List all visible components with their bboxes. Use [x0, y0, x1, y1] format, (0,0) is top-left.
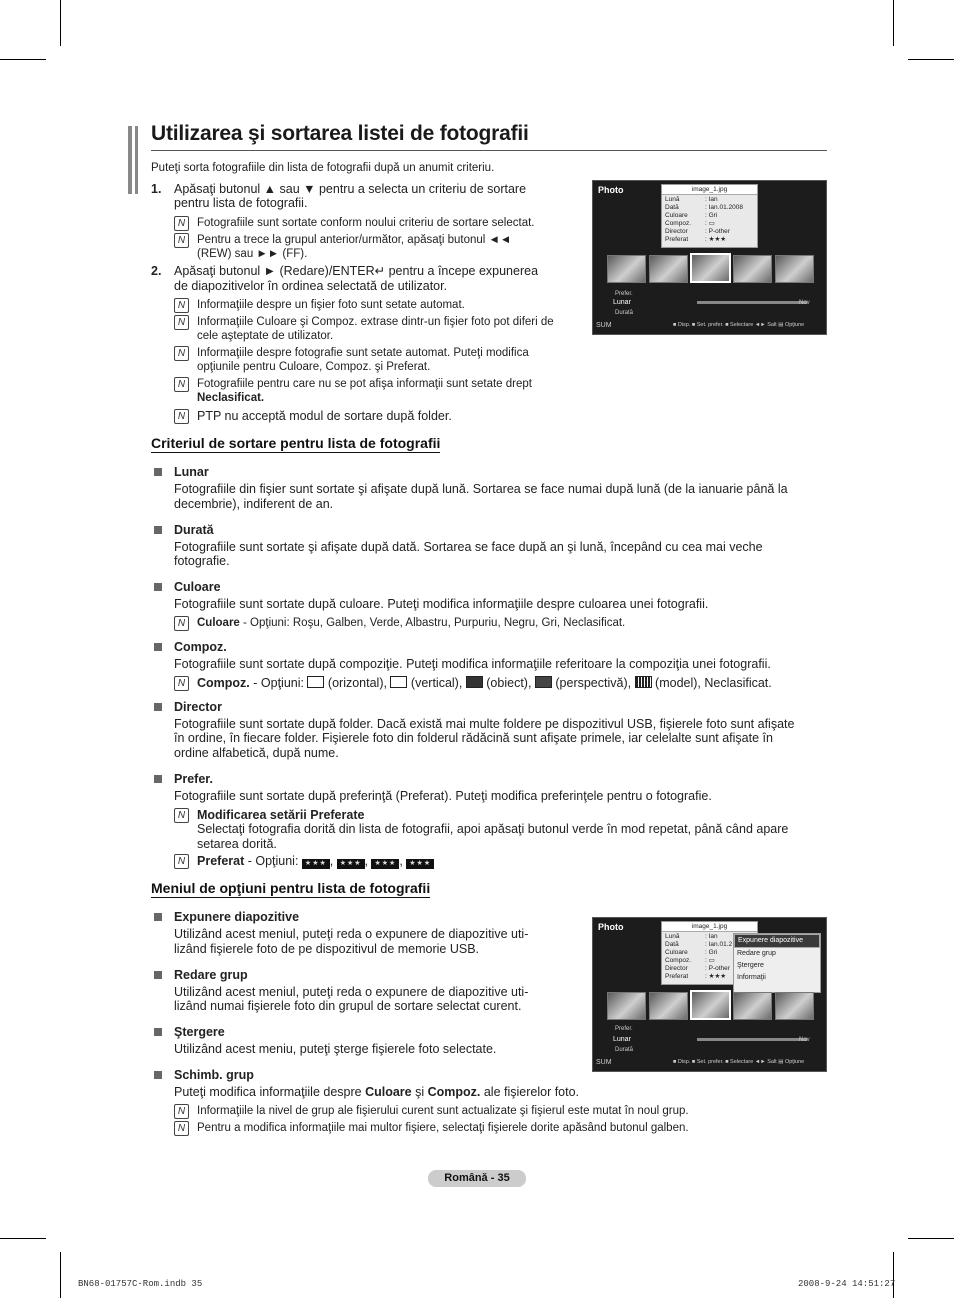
photo-list-screenshot — [592, 180, 827, 335]
info-value: : ▭ — [705, 957, 715, 964]
menu-item-stergere[interactable]: Ştergere — [737, 962, 764, 969]
menu-option-text: Utilizând acest meniul, puteţi reda o expunere de diapozitive uti- — [174, 927, 529, 941]
object-icon — [466, 676, 483, 688]
photo-thumbnail[interactable] — [649, 992, 688, 1020]
criterion-text: Fotografiile sunt sortate şi afişate după dată. Sortarea se face după an şi lună, începând cu cea mai veche — [174, 540, 763, 554]
menu-option-text: Utilizând acest meniul, puteţi reda o expunere de diapozitive uti- — [174, 985, 529, 999]
info-value: : Gri — [705, 949, 718, 956]
photo-options-screenshot — [592, 917, 827, 1072]
info-value: : Ian.01.2008 — [705, 204, 743, 211]
sort-prefer: Prefer. — [615, 291, 633, 297]
criterion-text: în ordine, în fiecare folder. Fişierele foto din folderul rădăcină sunt afişate primele, iar celelalte sunt afişate în — [174, 731, 773, 745]
photo-thumbnail[interactable] — [733, 255, 772, 283]
info-row — [665, 204, 754, 212]
note-icon: N — [174, 298, 189, 313]
star-rating-icon: ★★★ — [371, 859, 399, 869]
criterion-text: Fotografiile din fişier sunt sortate şi afişate după lună. Sortarea se face numai după lună (de la ianuarie până la — [174, 482, 788, 496]
note-icon: N — [174, 808, 189, 823]
intro-text: Puteţi sorta fotografiile din lista de fotografii după un anumit criteriu. — [151, 162, 495, 174]
note-icon: N — [174, 233, 189, 248]
horizontal-icon — [307, 676, 324, 688]
perspective-icon — [535, 676, 552, 688]
note-icon: N — [174, 616, 189, 631]
timeline-bar — [697, 1038, 807, 1041]
info-key: Director — [665, 228, 688, 235]
footer-file: BN68-01757C-Rom.indb 35 — [78, 1279, 203, 1289]
note-text: Compoz. - Opţiuni: (orizontal), (vertical), (obiect), (perspectivă), (model), Neclasificat. — [197, 676, 772, 690]
info-key: Preferat — [665, 236, 689, 243]
photo-thumbnail-selected[interactable] — [690, 990, 731, 1020]
note-icon: N — [174, 409, 189, 424]
info-value: : Ian.01.2 — [705, 941, 733, 948]
note-text: Pentru a modifica informaţiile mai multor fişiere, selectaţi fişierele dorite apăsând butonul galben. — [197, 1122, 689, 1134]
sum-label: SUM — [596, 1059, 612, 1066]
info-row — [665, 212, 754, 220]
note-icon: N — [174, 676, 189, 691]
info-key: Preferat — [665, 973, 689, 980]
info-row — [665, 220, 754, 228]
bullet-square — [154, 913, 162, 921]
menu-option-text: Puteţi modifica informaţiile despre Culoare şi Compoz. ale fişierelor foto. — [174, 1085, 580, 1099]
note-text: Fotografiile pentru care nu se pot afişa informaţii sunt setate drept — [197, 378, 532, 390]
note-icon: N — [174, 346, 189, 361]
criterion-title: Culoare — [174, 580, 221, 594]
info-value: : P-other — [705, 228, 730, 235]
bullet-square — [154, 468, 162, 476]
info-row — [665, 196, 754, 204]
criterion-title: Prefer. — [174, 772, 213, 786]
note-text: Fotografiile sunt sortate conform noului criteriu de sortare selectat. — [197, 217, 535, 229]
criterion-title: Compoz. — [174, 640, 227, 654]
sort-prefer: Prefer. — [615, 1026, 633, 1032]
note-text: PTP nu acceptă modul de sortare după folder. — [197, 409, 452, 423]
title-rule — [151, 150, 827, 151]
photo-thumbnail[interactable] — [607, 255, 646, 283]
menu-option-title: Schimb. grup — [174, 1068, 254, 1082]
step-text: Apăsaţi butonul ► (Redare)/ENTER↵ pentru a începe expunerea — [174, 264, 539, 278]
note-text: Pentru a trece la grupul anterior/următor, apăsaţi butonul ◄◄ — [197, 234, 512, 246]
note-icon: N — [174, 1121, 189, 1136]
options-menu — [733, 933, 821, 993]
info-value: : ▭ — [705, 220, 715, 227]
photo-thumbnail[interactable] — [649, 255, 688, 283]
criterion-text: Fotografiile sunt sortate după compoziţie. Puteţi modifica informaţiile referitoare la compoziţia unei fotografii. — [174, 657, 771, 671]
bullet-square — [154, 583, 162, 591]
page-number-badge: Română - 35 — [428, 1170, 526, 1187]
crop-mark — [0, 59, 46, 60]
info-key: Compoz. — [665, 220, 692, 227]
info-key: Lună — [665, 196, 680, 203]
title-accent-bar — [135, 126, 138, 194]
info-panel — [661, 184, 758, 248]
note-text: Neclasificat. — [197, 392, 265, 404]
crop-mark — [893, 1252, 894, 1298]
info-row — [665, 228, 754, 236]
section-heading: Criteriul de sortare pentru lista de fotografii — [151, 435, 441, 451]
sort-durata: Durată — [615, 1047, 634, 1053]
pattern-icon — [635, 676, 652, 688]
footer-date: 2008-9-24 14:51:27 — [798, 1279, 896, 1289]
note-icon: N — [174, 377, 189, 392]
file-name: image_1.jpg — [662, 922, 757, 932]
criterion-text: fotografie. — [174, 554, 230, 568]
info-key: Director — [665, 965, 688, 972]
menu-option-title: Ştergere — [174, 1025, 225, 1039]
photo-label: Photo — [598, 185, 624, 195]
crop-mark — [908, 59, 954, 60]
sum-label: SUM — [596, 322, 612, 329]
info-row — [665, 236, 754, 244]
info-value: : P-other — [705, 965, 730, 972]
note-text: opţiunile pentru Culoare, Compoz. şi Preferat. — [197, 361, 431, 373]
bullet-square — [154, 1071, 162, 1079]
note-text: Preferat - Opţiuni: ★★★ , ★★★ , ★★★ , ★★★ — [197, 854, 434, 869]
note-title: Modificarea setării Preferate — [197, 808, 365, 822]
menu-option-title: Redare grup — [174, 968, 248, 982]
note-icon: N — [174, 854, 189, 869]
info-value: : Ian — [705, 933, 718, 940]
info-value: : ★★★ — [705, 973, 727, 980]
step-text: pentru lista de fotografii. — [174, 196, 308, 210]
info-value: : Gri — [705, 212, 718, 219]
button-legend: ■ Disp. ■ Set. prefer. ■ Selectare ◄► Salt ▤ Opţiune — [673, 322, 805, 328]
criterion-text: Fotografiile sunt sortate după preferinţă (Preferat). Puteţi modifica preferinţele pentru o fotografie. — [174, 789, 712, 803]
note-text: Informaţiile la nivel de grup ale fişierului curent sunt actualizate şi fişierul este mutat în noul grup. — [197, 1105, 689, 1117]
menu-item-redare[interactable]: Redare grup — [737, 950, 776, 957]
title-accent-bar — [128, 126, 132, 194]
criterion-text: ordine alfabetică, după nume. — [174, 746, 339, 760]
criterion-title: Lunar — [174, 465, 209, 479]
step-text: Apăsaţi butonul ▲ sau ▼ pentru a selecta un criteriu de sortare — [174, 182, 527, 196]
crop-mark — [0, 1238, 46, 1239]
photo-thumbnail[interactable] — [607, 992, 646, 1020]
note-text: Selectaţi fotografia dorită din lista de fotografii, apoi apăsaţi butonul verde în mod repetat, până când apare — [197, 822, 789, 836]
file-name: image_1.jpg — [662, 185, 757, 195]
note-text: Culoare - Opţiuni: Roşu, Galben, Verde, Albastru, Purpuriu, Negru, Gri, Neclasificat. — [197, 617, 626, 629]
menu-option-text: lizând fişierele foto de pe dispozitivul de memorie USB. — [174, 942, 480, 956]
criterion-text: decembrie), indiferent de an. — [174, 497, 334, 511]
menu-item-informatii[interactable]: Informaţii — [737, 974, 766, 981]
note-text: Informaţiile despre fotografie sunt setate automat. Puteţi modifica — [197, 347, 529, 359]
sort-lunar[interactable]: Lunar — [613, 299, 631, 306]
menu-item-expunere[interactable]: Expunere diapozitive — [734, 934, 820, 948]
step-text: de diapozitivelor în ordinea selectată de utilizator. — [174, 279, 448, 293]
info-key: Culoare — [665, 212, 688, 219]
step-number: 2. — [151, 264, 162, 278]
sort-durata: Durată — [615, 310, 634, 316]
star-rating-icon: ★★★ — [302, 859, 330, 869]
menu-option-title: Expunere diapozitive — [174, 910, 300, 924]
criterion-title: Durată — [174, 523, 214, 537]
menu-option-text: Utilizând acest meniu, puteţi şterge fişierele foto selectate. — [174, 1042, 497, 1056]
bullet-square — [154, 1028, 162, 1036]
star-rating-icon: ★★★ — [337, 859, 365, 869]
info-value: : ★★★ — [705, 236, 727, 243]
crop-mark — [908, 1238, 954, 1239]
criterion-text: Fotografiile sunt sortate după folder. Dacă există mai multe foldere pe dispozitivul USB, fişierele foto sunt afişate — [174, 717, 795, 731]
timeline-bar — [697, 301, 807, 304]
crop-mark — [60, 0, 61, 46]
info-key: Culoare — [665, 949, 688, 956]
info-key: Compoz. — [665, 957, 692, 964]
section-heading: Meniul de opţiuni pentru lista de fotografii — [151, 880, 431, 896]
timeline-nov: Nov — [799, 300, 810, 306]
menu-option-text: lizând numai fişierele foto din grupul de sortare selectat curent. — [174, 999, 522, 1013]
note-text: Informaţiile despre un fişier foto sunt setate automat. — [197, 299, 465, 311]
info-key: Lună — [665, 933, 680, 940]
page-title: Utilizarea şi sortarea listei de fotografii — [151, 122, 529, 145]
criterion-title: Director — [174, 700, 222, 714]
info-key: Dată — [665, 941, 679, 948]
sort-lunar[interactable]: Lunar — [613, 1036, 631, 1043]
photo-thumbnail[interactable] — [775, 255, 814, 283]
bullet-square — [154, 526, 162, 534]
bullet-square — [154, 703, 162, 711]
note-icon: N — [174, 216, 189, 231]
photo-label: Photo — [598, 922, 624, 932]
info-key: Dată — [665, 204, 679, 211]
crop-mark — [893, 0, 894, 46]
note-text: (REW) sau ►► (FF). — [197, 248, 308, 260]
star-rating-icon: ★★★ — [406, 859, 434, 869]
note-icon: N — [174, 1104, 189, 1119]
note-text: cele aşteptate de utilizator. — [197, 330, 334, 342]
button-legend: ■ Disp. ■ Set. prefer. ■ Selectare ◄► Salt ▤ Opţiune — [673, 1059, 805, 1065]
note-text: Informaţiile Culoare şi Compoz. extrase dintr-un fişier foto pot diferi de — [197, 316, 554, 328]
info-value: : Ian — [705, 196, 718, 203]
note-text: setarea dorită. — [197, 837, 277, 851]
crop-mark — [60, 1252, 61, 1298]
bullet-square — [154, 971, 162, 979]
photo-thumbnail[interactable] — [775, 992, 814, 1020]
criterion-text: Fotografiile sunt sortate după culoare. Puteţi modifica informaţiile despre culoarea unei fotografii. — [174, 597, 709, 611]
photo-thumbnail-selected[interactable] — [690, 253, 731, 283]
note-icon: N — [174, 315, 189, 330]
photo-thumbnail[interactable] — [733, 992, 772, 1020]
vertical-icon — [390, 676, 407, 688]
step-number: 1. — [151, 182, 162, 196]
bullet-square — [154, 643, 162, 651]
timeline-nov: Nov — [799, 1037, 810, 1043]
bullet-square — [154, 775, 162, 783]
